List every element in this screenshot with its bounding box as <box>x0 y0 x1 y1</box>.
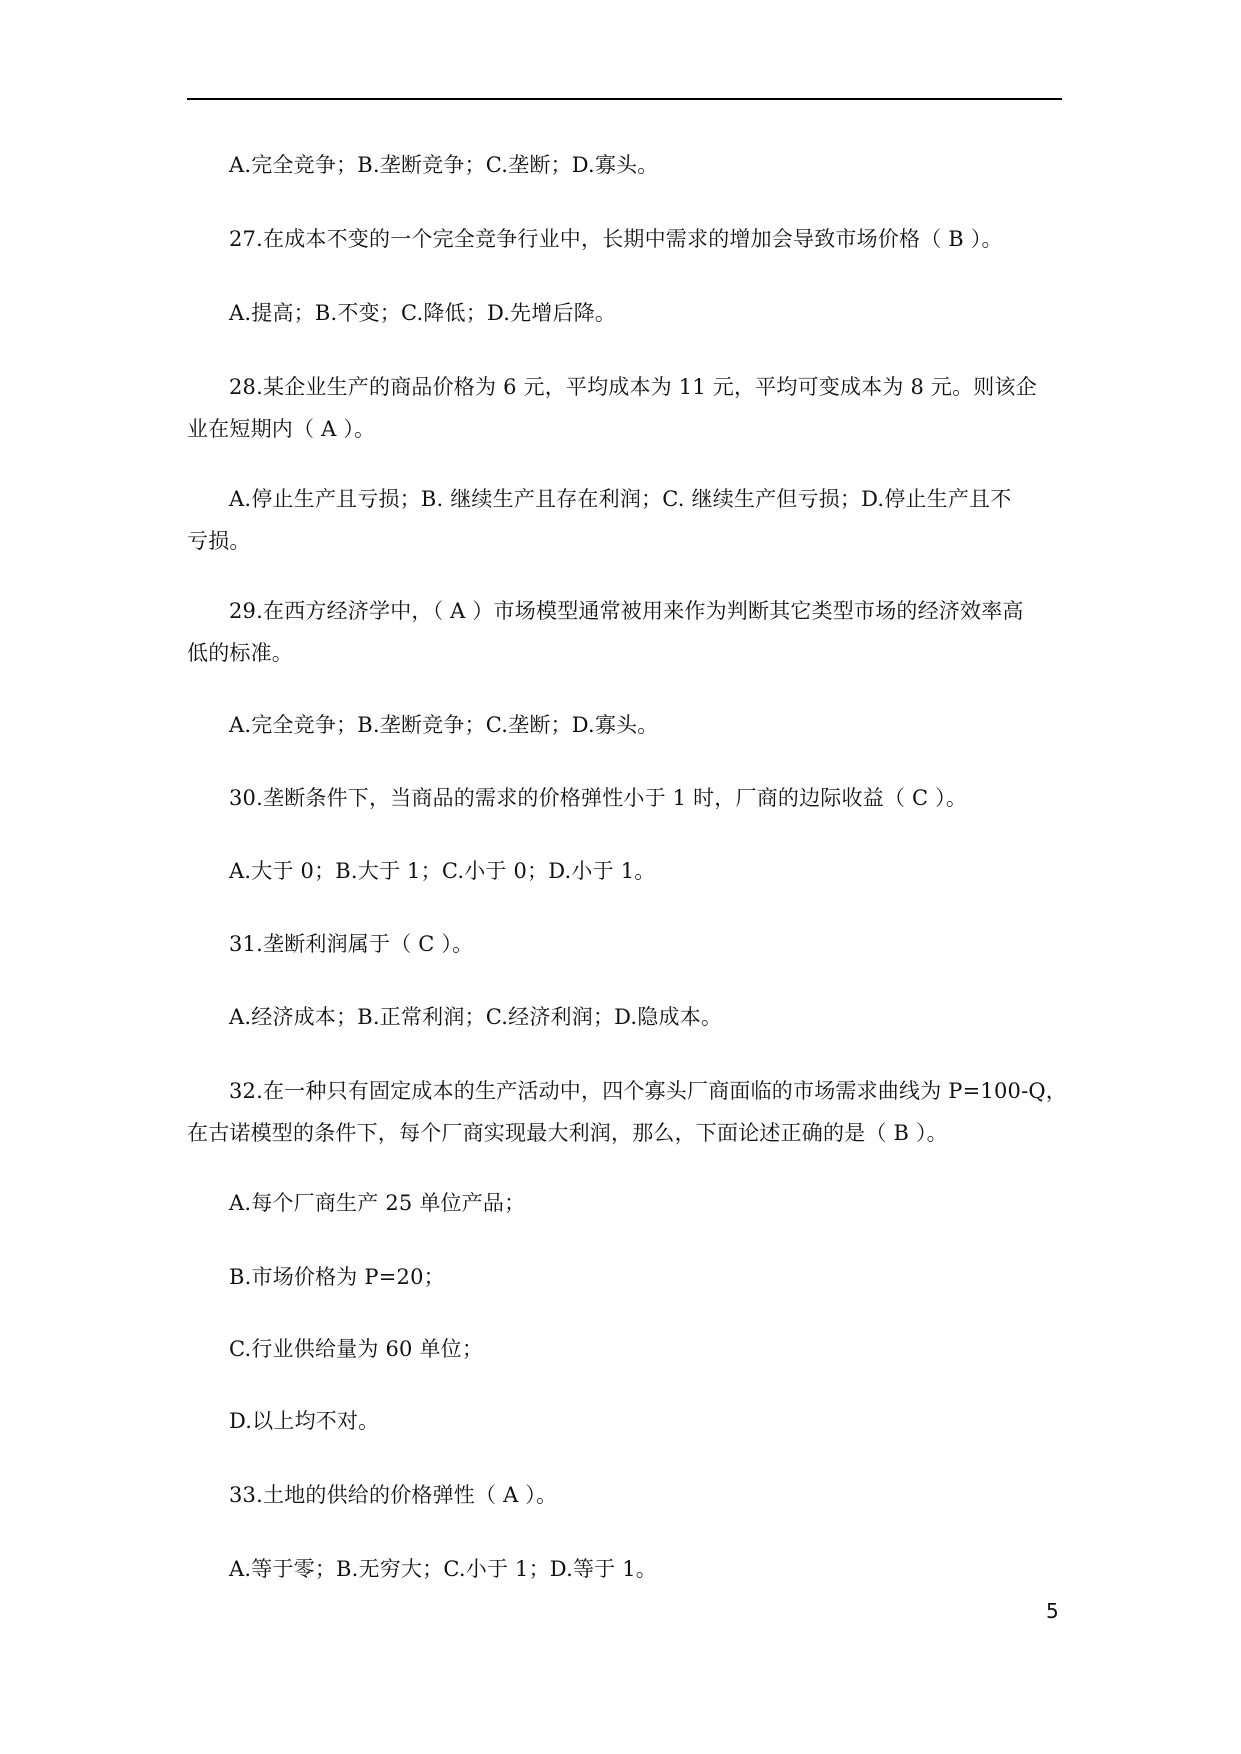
question-27: 27.在成本不变的一个完全竞争行业中，长期中需求的增加会导致市场价格（ B ）。 <box>229 227 1003 251</box>
question-31: 31.垄断利润属于（ C ）。 <box>229 932 474 956</box>
text-line: A.等于零；B.无穷大；C.小于 1；D.等于 1。 <box>229 1557 657 1581</box>
question-32: 32.在一种只有固定成本的生产活动中，四个寡头厂商面临的市场需求曲线为 P=100-Q， <box>229 1079 1067 1103</box>
page-number: 5 <box>1046 1599 1059 1623</box>
text-line: A.大于 0；B.大于 1；C.小于 0；D.小于 1。 <box>229 859 656 883</box>
option-d: D.以上均不对。 <box>229 1409 380 1433</box>
question-28: 28.某企业生产的商品价格为 6 元，平均成本为 11 元，平均可变成本为 8 元。则该企 <box>229 375 1037 399</box>
question-29: 29.在西方经济学中，（ A ）市场模型通常被用来作为判断其它类型市场的经济效率高 <box>229 599 1024 623</box>
text-line: A.停止生产且亏损；B. 继续生产且存在利润；C. 继续生产但亏损；D.停止生产且不 <box>229 487 1012 511</box>
question-30: 30.垄断条件下，当商品的需求的价格弹性小于 1 时，厂商的边际收益（ C ）。 <box>229 786 968 810</box>
text-line: 亏损。 <box>187 529 251 553</box>
text-line: 在古诺模型的条件下，每个厂商实现最大利润，那么，下面论述正确的是（ B ）。 <box>187 1121 948 1145</box>
text-line: A.经济成本；B.正常利润；C.经济利润；D.隐成本。 <box>229 1005 723 1029</box>
text-line: A.完全竞争；B.垄断竞争；C.垄断；D.寡头。 <box>229 713 659 737</box>
text-line: 业在短期内（ A ）。 <box>187 417 376 441</box>
option-a: A.每个厂商生产 25 单位产品； <box>229 1191 526 1215</box>
text-line: 低的标准。 <box>187 641 293 665</box>
option-b: B.市场价格为 P=20； <box>229 1265 445 1289</box>
question-33: 33.土地的供给的价格弹性（ A ）。 <box>229 1483 558 1507</box>
text-line: A.完全竞争；B.垄断竞争；C.垄断；D.寡头。 <box>229 153 659 177</box>
option-c: C.行业供给量为 60 单位； <box>229 1337 484 1361</box>
text-line: A.提高；B.不变；C.降低；D.先增后降。 <box>229 301 617 325</box>
header-rule <box>187 98 1062 100</box>
